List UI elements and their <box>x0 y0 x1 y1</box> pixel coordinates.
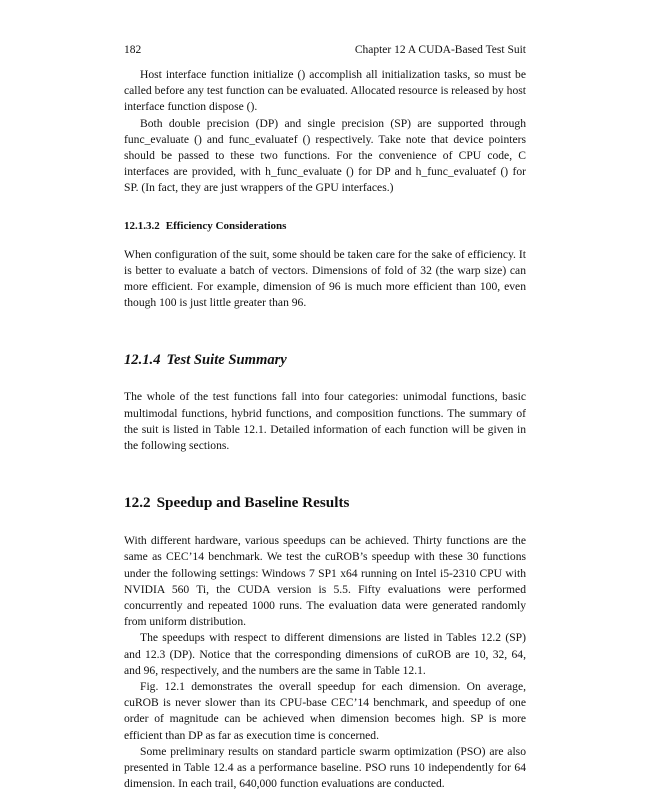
paragraph: With different hardware, various speedups can be achieved. Thirty functions are the same as CEC’14 benchmark. We test the cuROB’s speedup with these 30 functions under the following settings: Windows 7 SP1 x64 running on Intel i5-2310 CPU with NVIDIA 560 Ti, the CUDA version is 5.5. Fifty evaluations were performed concurrently and repeated 1000 runs. The evaluation data were generated randomly from uniform distribution. <box>124 534 526 629</box>
subsubsection-heading <box>124 219 526 233</box>
paragraph: The whole of the test functions fall into four categories: unimodal functions, basic multimodal functions, hybrid functions, and composition functions. The summary of the suit is listed in Table 12.1. Detailed information of each function will be given in the following sections. <box>124 390 526 453</box>
paragraph: Some preliminary results on standard particle swarm optimization (PSO) are also presented in Table 12.4 as a performance baseline. PSO runs 10 independently for 64 dimension. In each trail, 640,000 function evaluations are conducted. <box>124 744 526 791</box>
paragraph: Host interface function initialize () accomplish all initialization tasks, so must be called before any test function can be evaluated. Allocated resource is released by host interface function dispose (). <box>124 68 526 114</box>
heading-number: 12.1.3.2 <box>124 219 160 232</box>
heading-number: 12.2 <box>124 494 151 512</box>
running-title: Chapter 12 A CUDA-Based Test Suit <box>354 44 526 56</box>
heading-title: Speedup and Baseline Results <box>156 494 350 512</box>
heading-number: 12.1.4 <box>124 352 161 369</box>
paragraph: When configuration of the suit, some should be taken care for the sake of efficiency. It is better to evaluate a batch of vectors. Dimensions of fold of 32 (the warp size) can more efficient. For example, dimension of 96 is much more efficient than 100, even though 100 is just little greater than 96. <box>124 247 526 310</box>
paragraph: The speedups with respect to different dimensions are listed in Tables 12.2 (SP) and 12.3 (DP). Notice that the corresponding dimensions of cuROB are 10, 32, 64, and 96, respectively, and the numbers are the same in Table 12.1. <box>124 631 526 677</box>
page-body <box>124 67 526 793</box>
subsection-heading <box>124 351 526 369</box>
heading-title: Efficiency Considerations <box>165 219 287 232</box>
heading-title: Test Suite Summary <box>166 352 287 369</box>
paragraph: Fig. 12.1 demonstrates the overall speedup for each dimension. On average, cuROB is never slower than its CPU-base CEC’14 benchmark, and speedup of one order of magnitude can be achieved when dimension becomes high. SP is more efficient than DP as far as execution time is concerned. <box>124 680 526 742</box>
section-heading <box>124 494 526 512</box>
paragraph: Both double precision (DP) and single precision (SP) are supported through func_evaluate () and func_evaluatef () respectively. Take note that device pointers should be passed to these two functions. For the convenience of CPU code, C interfaces are provided, with h_func_evaluate () for DP and h_func_evaluatef () for SP. (In fact, they are just wrappers of the GPU interfaces.) <box>124 116 526 195</box>
page-number: 182 <box>124 44 142 56</box>
